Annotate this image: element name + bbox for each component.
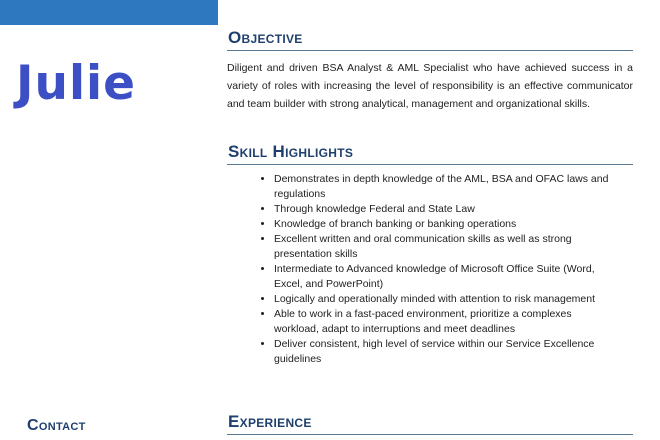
skill-item: • Excellent written and oral communication skills as well as strong presentation skills: [274, 232, 616, 262]
objective-heading: Objective: [228, 28, 303, 47]
skill-item: • Deliver consistent, high level of service within our Service Excellence guidelines: [274, 337, 616, 367]
header-accent-bar: [0, 0, 218, 25]
skill-item: • Through knowledge Federal and State Law: [274, 202, 616, 217]
experience-divider: [227, 434, 633, 435]
skill-item: • Knowledge of branch banking or banking operations: [274, 217, 616, 232]
skills-list: [247, 172, 616, 367]
skills-divider: [227, 164, 633, 165]
skills-heading: Skill Highlights: [228, 142, 354, 161]
skill-item: • Intermediate to Advanced knowledge of Microsoft Office Suite (Word, Excel, and PowerPoint): [274, 262, 616, 292]
skill-item: • Able to work in a fast-paced environment, prioritize a complexes workload, adapt to interruptions and meet deadlines: [274, 307, 616, 337]
objective-text: Diligent and driven BSA Analyst & AML Specialist who have achieved success in a variety of roles with increasing the level of responsibility is an effective communicator and team builder with strong analytical, management and organizational skills.: [227, 62, 633, 110]
contact-heading: Contact: [27, 417, 86, 434]
skill-item: • Demonstrates in depth knowledge of the AML, BSA and OFAC laws and regulations: [274, 172, 616, 202]
resume-name: Julie: [16, 56, 137, 111]
skill-item: • Logically and operationally minded with attention to risk management: [274, 292, 616, 307]
objective-divider: [227, 50, 633, 51]
experience-heading: Experience: [228, 412, 312, 431]
